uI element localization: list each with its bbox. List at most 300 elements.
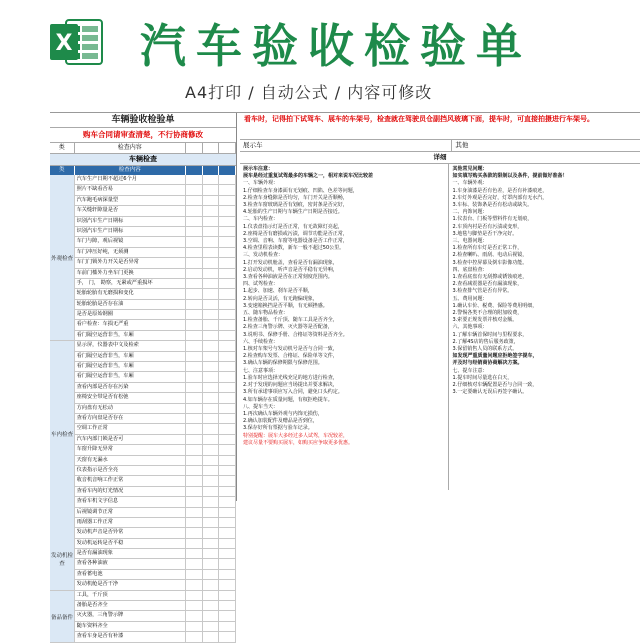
note-line: 3.车标、装饰条是否有松动或缺失。 xyxy=(452,202,533,209)
checklist-item-label: 座椅安全带是否有松弛 xyxy=(75,393,186,402)
check-cell[interactable] xyxy=(219,352,236,361)
check-cell[interactable] xyxy=(186,611,203,620)
check-cell[interactable] xyxy=(186,404,203,413)
table-row xyxy=(50,393,236,403)
check-cell[interactable] xyxy=(219,591,236,600)
check-cell[interactable] xyxy=(186,622,203,631)
check-cell[interactable] xyxy=(203,549,220,558)
check-cell[interactable] xyxy=(219,310,236,319)
check-cell[interactable] xyxy=(186,601,203,610)
check-cell[interactable] xyxy=(219,539,236,548)
check-cell[interactable] xyxy=(186,580,203,589)
note-line: 六、其他事项： xyxy=(452,324,488,331)
category-label: 外观检查 xyxy=(50,175,74,340)
check-cell[interactable] xyxy=(219,570,236,579)
checklist-item-label: 灭火器，三角警示牌 xyxy=(75,611,186,620)
check-cell[interactable] xyxy=(203,237,220,246)
check-cell[interactable] xyxy=(203,362,220,371)
check-cell[interactable] xyxy=(219,476,236,485)
table-row xyxy=(50,622,236,632)
note-line: 2.仔细核对车辆配置是否与合同一致， xyxy=(452,382,538,389)
table-row xyxy=(50,310,236,320)
note-line: 2.车灯外观是否完好，灯罩内部有无水汽， xyxy=(452,194,548,201)
checklist-item-label: 发动机运转是否平稳 xyxy=(75,539,186,548)
checklist-item-label: 车门冲压好纯，无须测 xyxy=(75,248,186,257)
note-line: 3.检查中控屏幕及倒车影像功能。 xyxy=(452,259,528,266)
table-row xyxy=(50,206,236,216)
check-cell[interactable] xyxy=(219,206,236,215)
header-content: 检查内容 xyxy=(75,143,186,153)
checklist-item-label: 轮胎轮胎是否存在油 xyxy=(75,300,186,309)
note-line: 4.检查里程表读数，新车一般不超过50公里。 xyxy=(243,245,345,252)
check-cell[interactable] xyxy=(219,393,236,402)
check-cell[interactable] xyxy=(203,508,220,517)
note-line: 展示车注意： xyxy=(243,166,274,172)
note-line: 2.车顶内衬是否有污渍或变形， xyxy=(452,223,523,230)
checklist-item-label: 备胎是否齐全 xyxy=(75,601,186,610)
check-cell[interactable] xyxy=(219,601,236,610)
check-cell[interactable] xyxy=(219,217,236,226)
check-cell[interactable] xyxy=(203,383,220,392)
checklist-panel xyxy=(50,113,237,640)
table-row xyxy=(50,352,236,362)
checklist-item-label: 发动机舱是否干净 xyxy=(75,580,186,589)
check-cell[interactable] xyxy=(219,549,236,558)
checklist-item-label: 查看蓄电池 xyxy=(75,570,186,579)
check-cell[interactable] xyxy=(219,196,236,205)
table-row xyxy=(50,559,236,569)
table-row xyxy=(50,372,236,382)
check-cell[interactable] xyxy=(203,289,220,298)
table-row xyxy=(50,289,236,299)
check-cell[interactable] xyxy=(203,310,220,319)
note-line: 2.查看减震器是否有漏油现象， xyxy=(452,281,523,288)
checklist-item-label: 查看车身是否有补漆 xyxy=(75,632,186,641)
note-line: 2.检查购车发票、合格证、保险单等文件， xyxy=(243,353,338,360)
check-cell[interactable] xyxy=(186,227,203,236)
checklist-item-label: 看门隔空运营非当，车厢 xyxy=(75,352,186,361)
check-cell[interactable] xyxy=(186,591,203,600)
check-cell[interactable] xyxy=(186,528,203,537)
check-cell[interactable] xyxy=(203,487,220,496)
check-cell[interactable] xyxy=(219,518,236,527)
check-cell[interactable] xyxy=(186,196,203,205)
check-cell[interactable] xyxy=(186,487,203,496)
check-cell[interactable] xyxy=(203,372,220,381)
check-cell[interactable] xyxy=(219,289,236,298)
note-line: 3.保留销售人员的联系方式。 xyxy=(452,346,518,353)
check-cell[interactable] xyxy=(186,559,203,568)
checklist-item-label: 雨刮器工作正常 xyxy=(75,518,186,527)
note-line: 1.了解车辆首保时间与里程要求， xyxy=(452,331,528,338)
checklist-item-label: 汽车内部门锁是否可 xyxy=(75,435,186,444)
check-cell[interactable] xyxy=(203,435,220,444)
check-cell[interactable] xyxy=(203,206,220,215)
check-cell[interactable] xyxy=(203,476,220,485)
note-line: 1.车身油漆是否有色差，是否有补漆痕迹， xyxy=(452,187,548,194)
check-cell[interactable] xyxy=(203,258,220,267)
check-cell[interactable] xyxy=(203,279,220,288)
checklist-column-header xyxy=(50,143,236,154)
note-line: 2.启动发动机，听声音是否平稳有无异响， xyxy=(243,266,338,273)
check-cell[interactable] xyxy=(186,175,203,184)
note-line: 2.了解4S店的售后服务政策， xyxy=(452,338,519,345)
check-cell[interactable] xyxy=(203,559,220,568)
check-cell[interactable] xyxy=(186,331,203,340)
check-cell[interactable] xyxy=(203,175,220,184)
check-cell[interactable] xyxy=(203,570,220,579)
check-cell[interactable] xyxy=(203,466,220,475)
note-line: 2.转向是否灵活，有无跑偏现象， xyxy=(243,295,318,302)
note-line: 3.所有承诺事项应写入合同，避免口头约定。 xyxy=(243,389,343,396)
note-line: 2.检查三角警示牌、灭火器等是否配备， xyxy=(243,324,333,331)
check-cell[interactable] xyxy=(219,175,236,184)
check-cell[interactable] xyxy=(203,404,220,413)
check-cell[interactable] xyxy=(203,622,220,631)
check-cell[interactable] xyxy=(219,456,236,465)
check-cell[interactable] xyxy=(219,362,236,371)
check-cell[interactable] xyxy=(186,248,203,257)
check-cell[interactable] xyxy=(203,248,220,257)
check-cell[interactable] xyxy=(219,611,236,620)
check-cell[interactable] xyxy=(186,341,203,350)
check-cell[interactable] xyxy=(186,185,203,194)
table-row xyxy=(50,580,236,590)
note-line: 3.保存好所有票据与验车记录。 xyxy=(243,425,313,432)
note-line: 1.再次确认车辆外观与内饰无损伤， xyxy=(243,410,323,417)
vin-warning: 看车时，记得拍下试驾车、展车的车架号，检查就在驾驶员仓副挡风玻璃下面，提车时，可直接拍摄进行车架号。 xyxy=(240,113,640,140)
note-line: 特别提醒：展车大多经过多人试驾，车况较差， xyxy=(243,432,349,439)
note-line: 1.验车时应选择光线充足的地方进行检查， xyxy=(243,374,338,381)
checklist-item-label: 后视镜调节正常 xyxy=(75,508,186,517)
table-row xyxy=(50,196,236,206)
table-row xyxy=(50,320,236,330)
header-other: 其他 xyxy=(455,141,469,149)
check-cell[interactable] xyxy=(186,352,203,361)
check-cell[interactable] xyxy=(219,497,236,506)
check-cell[interactable] xyxy=(219,185,236,194)
checklist-item-label: 是否是原始钢圈 xyxy=(75,310,186,319)
check-cell[interactable] xyxy=(186,539,203,548)
checklist-item-label: 车窗升降无异常 xyxy=(75,445,186,454)
note-line: 2.检查喇叭、雨刮、电动后视镜， xyxy=(452,252,528,259)
check-cell[interactable] xyxy=(186,632,203,641)
note-line: 四、底盘检查： xyxy=(452,266,488,273)
note-line: 如发现严重质量问题应拒绝签字提车， xyxy=(452,353,538,360)
check-cell[interactable] xyxy=(203,352,220,361)
note-line: 3.检查排气管是否有异常。 xyxy=(452,288,513,295)
note-line: 如实填写购买条款的限制以及条件，提前做好准备！ xyxy=(452,173,568,180)
check-cell[interactable] xyxy=(186,300,203,309)
note-line: 1.仪表盘指示灯是否正常，有无故障灯亮起， xyxy=(243,223,343,230)
category-label: 车内检查 xyxy=(50,341,74,527)
check-cell[interactable] xyxy=(203,445,220,454)
note-line: 3.一定要确认无误后再签字确认。 xyxy=(452,389,528,396)
note-line: 七、提车注意： xyxy=(452,367,488,374)
note-line: 五、随车物品检查： xyxy=(243,310,289,317)
checklist-item-label: 是否有漏油现象 xyxy=(75,549,186,558)
table-row xyxy=(50,227,236,237)
table-row xyxy=(50,466,236,476)
check-cell[interactable] xyxy=(203,320,220,329)
table-row xyxy=(50,497,236,507)
note-line: 3.空调、音响、车窗等电器设备是否工作正常， xyxy=(243,238,348,245)
table-row xyxy=(50,632,236,642)
checklist-item-label: 车门与隙，观后视镜 xyxy=(75,237,186,246)
note-line: 3.变速箱换挡是否平顺，有无顿挫感。 xyxy=(243,302,328,309)
check-cell[interactable] xyxy=(219,320,236,329)
header-category: 类 xyxy=(50,143,75,153)
check-cell[interactable] xyxy=(186,289,203,298)
check-cell[interactable] xyxy=(186,320,203,329)
check-cell[interactable] xyxy=(186,424,203,433)
note-line: 3.索要正规发票并核对金额。 xyxy=(452,317,518,324)
check-cell[interactable] xyxy=(203,196,220,205)
table-row xyxy=(50,476,236,486)
checklist-item-label: 识别汽车生产日期标 xyxy=(75,227,186,236)
check-cell[interactable] xyxy=(219,622,236,631)
note-line: 一、车辆外观： xyxy=(243,180,279,187)
check-cell[interactable] xyxy=(219,341,236,350)
check-cell[interactable] xyxy=(203,539,220,548)
table-row xyxy=(50,279,236,289)
table-row xyxy=(50,508,236,518)
check-cell[interactable] xyxy=(219,580,236,589)
check-cell[interactable] xyxy=(219,300,236,309)
check-cell[interactable] xyxy=(219,445,236,454)
check-cell[interactable] xyxy=(186,310,203,319)
table-row xyxy=(50,217,236,227)
checklist-item-label: 显示屏，仪器表中文及检索 xyxy=(75,341,186,350)
check-cell[interactable] xyxy=(219,331,236,340)
check-cell[interactable] xyxy=(186,206,203,215)
check-cell[interactable] xyxy=(219,466,236,475)
check-cell[interactable] xyxy=(186,279,203,288)
table-row xyxy=(50,269,236,279)
table-row xyxy=(50,258,236,268)
checklist-item-label: 仪表指示是否全亮 xyxy=(75,466,186,475)
table-row xyxy=(50,528,236,538)
table-row xyxy=(50,248,236,258)
table-row xyxy=(50,435,236,445)
table-row xyxy=(50,383,236,393)
details-body xyxy=(240,164,640,490)
checklist-item-label: 识别汽车生产日期标 xyxy=(75,217,186,226)
note-line: 建议尽量不要购买展车，如购买应争取更多优惠。 xyxy=(243,439,354,446)
checklist-title: 车辆验收检验单 xyxy=(50,113,236,128)
section-title: 车辆检查 xyxy=(50,154,236,166)
check-cell[interactable] xyxy=(219,487,236,496)
table-row xyxy=(50,185,236,195)
check-cell[interactable] xyxy=(186,414,203,423)
check-cell[interactable] xyxy=(186,393,203,402)
check-cell[interactable] xyxy=(219,269,236,278)
note-line: 1.仪表台、门板等塑料件有无划痕， xyxy=(452,216,533,223)
checklist-item-label: 方向盘有无松动 xyxy=(75,404,186,413)
details-header xyxy=(240,140,640,152)
check-cell[interactable] xyxy=(219,424,236,433)
checklist-item-label: 看户检查：车损无严重 xyxy=(75,320,186,329)
note-line: 4.如车辆存在质量问题，有权拒绝提车。 xyxy=(243,396,333,403)
check-cell[interactable] xyxy=(203,424,220,433)
checklist-item-label: 查看方向盘是否存在 xyxy=(75,414,186,423)
checklist-item-label: 工具，千斤顶 xyxy=(75,591,186,600)
note-line: 六、手续检查： xyxy=(243,338,279,345)
note-line: 展车是经过重复试驾最多的车辆之一，相对来说车况比较差 xyxy=(243,173,374,180)
check-cell[interactable] xyxy=(203,580,220,589)
note-line: 3.地毯与脚垫是否干净完好。 xyxy=(452,230,518,237)
table-row xyxy=(50,518,236,528)
page-title: 汽车验收检验单 xyxy=(140,19,532,73)
checklist-item-label: 随车资料齐全 xyxy=(75,622,186,631)
table-row xyxy=(50,300,236,310)
check-cell[interactable] xyxy=(203,227,220,236)
table-row xyxy=(50,362,236,372)
checklist-item-label: 空调工作正常 xyxy=(75,424,186,433)
check-cell[interactable] xyxy=(186,383,203,392)
check-cell[interactable] xyxy=(219,435,236,444)
table-row xyxy=(50,591,236,601)
table-row xyxy=(50,549,236,559)
checklist-item-label: 车门门锁外力开关是否异常 xyxy=(75,258,186,267)
spreadsheet-preview xyxy=(50,112,640,640)
checklist-item-label: 车前门槛外力坐车门更换 xyxy=(75,269,186,278)
checklist-item-label: 收音机音响工作正常 xyxy=(75,476,186,485)
note-line: 一、车辆外观： xyxy=(452,180,488,187)
note-line: 2.对于发现的问题应当场提出并要求解决， xyxy=(243,382,338,389)
check-cell[interactable] xyxy=(219,404,236,413)
check-cell[interactable] xyxy=(203,601,220,610)
checklist-item-label: 查看各种油液 xyxy=(75,559,186,568)
excel-logo-icon xyxy=(48,16,104,68)
check-cell[interactable] xyxy=(203,518,220,527)
check-cell[interactable] xyxy=(186,549,203,558)
check-cell[interactable] xyxy=(203,269,220,278)
note-line: 2.座椅是否有磨损或污渍，调节功能是否正常， xyxy=(243,230,348,237)
check-cell[interactable] xyxy=(203,341,220,350)
checklist-item-label: 汽车跑毛病深量型 xyxy=(75,196,186,205)
note-line: 八、提车当天： xyxy=(243,403,279,410)
checklist-item-label: 看门隔空运营非当，车厢 xyxy=(75,331,186,340)
note-line: 三、发动机检查： xyxy=(243,252,284,259)
table-row xyxy=(50,539,236,549)
check-cell[interactable] xyxy=(203,185,220,194)
category-label: 备品备件 xyxy=(50,591,74,642)
note-line: 1.检查所有车灯是否正常工作， xyxy=(452,245,523,252)
details-panel xyxy=(240,113,640,501)
check-cell[interactable] xyxy=(186,456,203,465)
check-cell[interactable] xyxy=(219,508,236,517)
check-cell[interactable] xyxy=(219,383,236,392)
checklist-item-label: 轮胎轮胎有无磨损和变化 xyxy=(75,289,186,298)
table-row xyxy=(50,404,236,414)
note-line: 3.检查车窗玻璃是否有划痕，密封条是否完好， xyxy=(243,202,348,209)
check-cell[interactable] xyxy=(219,227,236,236)
checklist-grid xyxy=(50,175,236,643)
check-cell[interactable] xyxy=(186,362,203,371)
check-cell[interactable] xyxy=(186,435,203,444)
table-row xyxy=(50,445,236,455)
checklist-warning: 购车合同请审查清楚，不行协商修改 xyxy=(50,128,236,143)
check-cell[interactable] xyxy=(186,269,203,278)
check-cell[interactable] xyxy=(186,466,203,475)
check-cell[interactable] xyxy=(186,445,203,454)
check-cell[interactable] xyxy=(203,591,220,600)
note-line: 三、电器问题： xyxy=(452,238,488,245)
check-cell[interactable] xyxy=(219,248,236,257)
check-cell[interactable] xyxy=(203,528,220,537)
note-line: 其他常见问题： xyxy=(452,166,488,172)
check-cell[interactable] xyxy=(186,497,203,506)
check-cell[interactable] xyxy=(203,393,220,402)
check-cell[interactable] xyxy=(186,508,203,517)
table-row xyxy=(50,414,236,424)
check-cell[interactable] xyxy=(186,570,203,579)
check-cell[interactable] xyxy=(186,476,203,485)
table-row xyxy=(50,175,236,185)
note-line: 1.打开发动机舱盖，查看是否有漏油现象， xyxy=(243,259,338,266)
svg-text:X: X xyxy=(55,31,73,56)
table-row xyxy=(50,570,236,580)
note-line: 3.查看各种油液是否在正常刻度范围内。 xyxy=(243,274,333,281)
check-cell[interactable] xyxy=(219,559,236,568)
checklist-item-label: 汽车生产日期不超过6个月 xyxy=(75,175,186,184)
other-notes xyxy=(449,164,640,490)
check-cell[interactable] xyxy=(203,300,220,309)
note-line: 并及时与经销商协商解决方案。 xyxy=(452,360,523,367)
check-cell[interactable] xyxy=(203,632,220,641)
checklist-subheader: 类 检查内容 xyxy=(50,166,236,175)
check-cell[interactable] xyxy=(219,632,236,641)
note-line: 四、试驾检查： xyxy=(243,281,279,288)
note-line: 2.警惕各类不合理的附加收费， xyxy=(452,310,523,317)
check-cell[interactable] xyxy=(219,237,236,246)
check-cell[interactable] xyxy=(186,258,203,267)
check-cell[interactable] xyxy=(203,331,220,340)
display-car-notes xyxy=(240,164,449,490)
check-cell[interactable] xyxy=(203,611,220,620)
banner xyxy=(0,0,640,112)
check-cell[interactable] xyxy=(203,414,220,423)
note-line: 1.检查备胎、千斤顶、随车工具是否齐全， xyxy=(243,317,338,324)
checklist-item-label: 手， 门， 勘察，无紧或严重损坏 xyxy=(75,279,186,288)
check-cell[interactable] xyxy=(203,497,220,506)
check-cell[interactable] xyxy=(186,372,203,381)
note-line: 五、费用问题： xyxy=(452,295,488,302)
check-cell[interactable] xyxy=(219,528,236,537)
check-cell[interactable] xyxy=(203,456,220,465)
check-cell[interactable] xyxy=(186,518,203,527)
check-cell[interactable] xyxy=(219,414,236,423)
check-cell[interactable] xyxy=(219,258,236,267)
checklist-item-label: 照片不缺看否易 xyxy=(75,185,186,194)
note-line: 七、注意事项： xyxy=(243,367,279,374)
table-row xyxy=(50,487,236,497)
category-label: 发动机检查 xyxy=(50,529,74,590)
header-display-car: 展示车 xyxy=(240,140,452,151)
note-line: 1.核对车架号与发动机号是否与合同一致， xyxy=(243,346,338,353)
checklist-item-label: 车关缝轩隙量是否 xyxy=(75,206,186,215)
check-cell[interactable] xyxy=(186,237,203,246)
note-line: 2.检查车身缝隙是否均匀，车门开关是否顺畅， xyxy=(243,194,348,201)
check-cell[interactable] xyxy=(219,372,236,381)
note-line: 二、车内检查： xyxy=(243,216,279,223)
check-cell[interactable] xyxy=(219,279,236,288)
check-cell[interactable] xyxy=(203,217,220,226)
checklist-item-label: 查看内部是否存在污染 xyxy=(75,383,186,392)
check-cell[interactable] xyxy=(186,217,203,226)
table-row xyxy=(50,424,236,434)
